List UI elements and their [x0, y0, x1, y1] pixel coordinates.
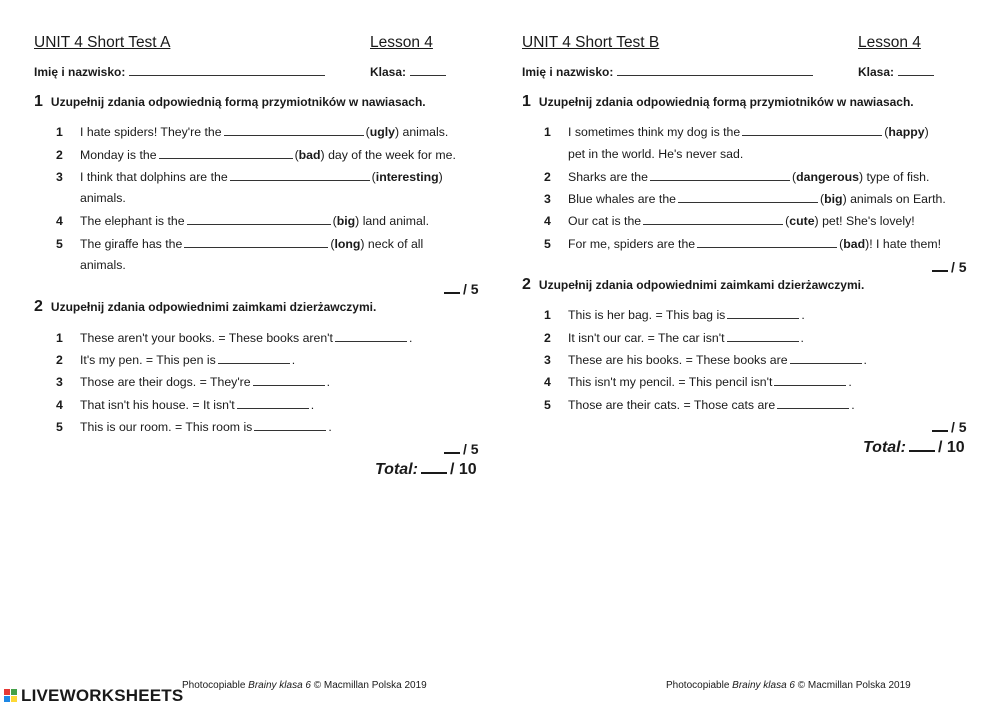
test-b-ex2-item-2: 2 It isn't our car. = The car isn't . — [544, 331, 804, 345]
test-a-ex1-item-1: 1 I hate spiders! They're the (ugly) animals. — [56, 125, 449, 139]
class-field — [370, 65, 446, 79]
test-b-ex2-item-5: 5 Those are their cats. = Those cats are . — [544, 398, 855, 412]
answer-blank[interactable] — [774, 374, 846, 386]
test-a-sheet — [34, 0, 484, 707]
score-blank[interactable] — [444, 280, 460, 294]
liveworksheets-brand[interactable] — [4, 685, 183, 707]
test-b-ex2-heading — [522, 276, 864, 294]
test-b-ex2-item-1: 1 This is her bag. = This bag is . — [544, 308, 805, 322]
name-label: Imię i nazwisko: — [522, 65, 614, 79]
test-a-ex2-heading — [34, 298, 376, 316]
test-a-ex2-item-2: 2 It's my pen. = This pen is . — [56, 353, 296, 367]
class-input-line[interactable] — [410, 65, 446, 76]
exercise-number: 2 — [34, 298, 43, 315]
test-b-ex1-heading — [522, 93, 914, 111]
test-a-ex1-item-4: 4 The elephant is the (big) land animal. — [56, 214, 429, 228]
test-a-lesson: Lesson 4 — [370, 34, 433, 51]
answer-blank[interactable] — [727, 307, 799, 319]
test-b-ex1-score: / 5 — [932, 258, 967, 275]
exercise-instruction: Uzupełnij zdania odpowiednią formą przymiotników w nawiasach. — [50, 95, 426, 109]
class-label: Klasa: — [858, 65, 895, 79]
answer-blank[interactable] — [237, 397, 309, 409]
answer-blank[interactable] — [742, 124, 882, 136]
exercise-number: 1 — [34, 93, 43, 110]
test-a-ex2-item-3: 3 Those are their dogs. = They're . — [56, 375, 331, 389]
test-b-title: UNIT 4 Short Test B — [522, 34, 660, 51]
test-a-ex1-heading — [34, 93, 426, 111]
exercise-number: 1 — [522, 93, 531, 110]
answer-blank[interactable] — [230, 169, 370, 181]
score-blank[interactable] — [932, 418, 948, 432]
test-a-ex2-item-4: 4 That isn't his house. = It isn't . — [56, 398, 315, 412]
class-label: Klasa: — [370, 65, 407, 79]
liveworksheets-wordmark: LIVEWORKSHEETS — [21, 686, 184, 705]
answer-blank[interactable] — [218, 352, 290, 364]
score-blank[interactable] — [444, 440, 460, 454]
test-b-ex1-item-1-cont: pet in the world. He's never sad. — [568, 147, 744, 161]
exercise-instruction: Uzupełnij zdania odpowiednimi zaimkami dzierżawczymi. — [538, 278, 865, 292]
answer-blank[interactable] — [253, 374, 325, 386]
test-b-header — [522, 34, 932, 54]
test-a-ex2-item-5: 5 This is our room. = This room is . — [56, 420, 332, 434]
exercise-number: 2 — [522, 276, 531, 293]
answer-blank[interactable] — [159, 147, 293, 159]
exercise-instruction: Uzupełnij zdania odpowiednią formą przymiotników w nawiasach. — [538, 95, 914, 109]
name-input-line[interactable] — [129, 65, 325, 76]
exercise-instruction: Uzupełnij zdania odpowiednimi zaimkami dzierżawczymi. — [50, 300, 377, 314]
test-b-lesson: Lesson 4 — [858, 34, 921, 51]
class-input-line[interactable] — [898, 65, 934, 76]
test-b-ex1-item-3: 3 Blue whales are the (big) animals on Earth. — [544, 192, 946, 206]
answer-blank[interactable] — [643, 213, 783, 225]
total-blank[interactable] — [909, 436, 935, 452]
test-b-ex2-item-3: 3 These are his books. = These books are . — [544, 353, 867, 367]
answer-blank[interactable] — [777, 397, 849, 409]
test-b-sheet — [522, 0, 972, 707]
test-b-ex1-item-2: 2 Sharks are the (dangerous) type of fish. — [544, 170, 930, 184]
answer-blank[interactable] — [790, 352, 862, 364]
test-a-ex1-item-2: 2 Monday is the (bad) day of the week for me. — [56, 148, 456, 162]
test-b-ex1-item-1: 1 I sometimes think my dog is the (happy) — [544, 125, 929, 139]
test-b-name-row — [522, 65, 942, 79]
test-a-ex2-item-1: 1 These aren't your books. = These books aren't . — [56, 331, 413, 345]
answer-blank[interactable] — [335, 330, 407, 342]
test-b-ex1-item-5: 5 For me, spiders are the (bad)! I hate them! — [544, 237, 941, 251]
test-b-total: Total: / 10 — [863, 436, 965, 457]
test-a-name-row — [34, 65, 454, 79]
liveworksheets-logo-icon — [4, 689, 18, 703]
test-a-ex1-item-5-cont: animals. — [80, 258, 126, 272]
test-a-ex1-item-3: 3 I think that dolphins are the (interesting) — [56, 170, 443, 184]
class-field — [858, 65, 934, 79]
test-a-ex2-score: / 5 — [444, 440, 479, 457]
answer-blank[interactable] — [187, 213, 331, 225]
answer-blank[interactable] — [224, 124, 364, 136]
test-a-ex1-item-3-cont: animals. — [80, 191, 126, 205]
score-blank[interactable] — [932, 258, 948, 272]
test-a-total: Total: / 10 — [375, 458, 477, 479]
answer-blank[interactable] — [254, 419, 326, 431]
test-a-title: UNIT 4 Short Test A — [34, 34, 171, 51]
answer-blank[interactable] — [727, 330, 799, 342]
name-label: Imię i nazwisko: — [34, 65, 126, 79]
total-blank[interactable] — [421, 458, 447, 474]
test-a-header — [34, 34, 444, 54]
name-input-line[interactable] — [617, 65, 813, 76]
answer-blank[interactable] — [184, 236, 328, 248]
answer-blank[interactable] — [678, 191, 818, 203]
test-a-ex1-item-5: 5 The giraffe has the (long) neck of all — [56, 237, 424, 251]
test-a-footer: Photocopiable Brainy klasa 6 © Macmillan Polska 2019 — [182, 680, 427, 691]
answer-blank[interactable] — [650, 169, 790, 181]
test-b-ex1-item-4: 4 Our cat is the (cute) pet! She's lovely! — [544, 214, 915, 228]
test-a-ex1-score: / 5 — [444, 280, 479, 297]
test-b-ex2-item-4: 4 This isn't my pencil. = This pencil isn't . — [544, 375, 852, 389]
test-b-ex2-score: / 5 — [932, 418, 967, 435]
answer-blank[interactable] — [697, 236, 837, 248]
test-b-footer: Photocopiable Brainy klasa 6 © Macmillan Polska 2019 — [666, 680, 911, 691]
